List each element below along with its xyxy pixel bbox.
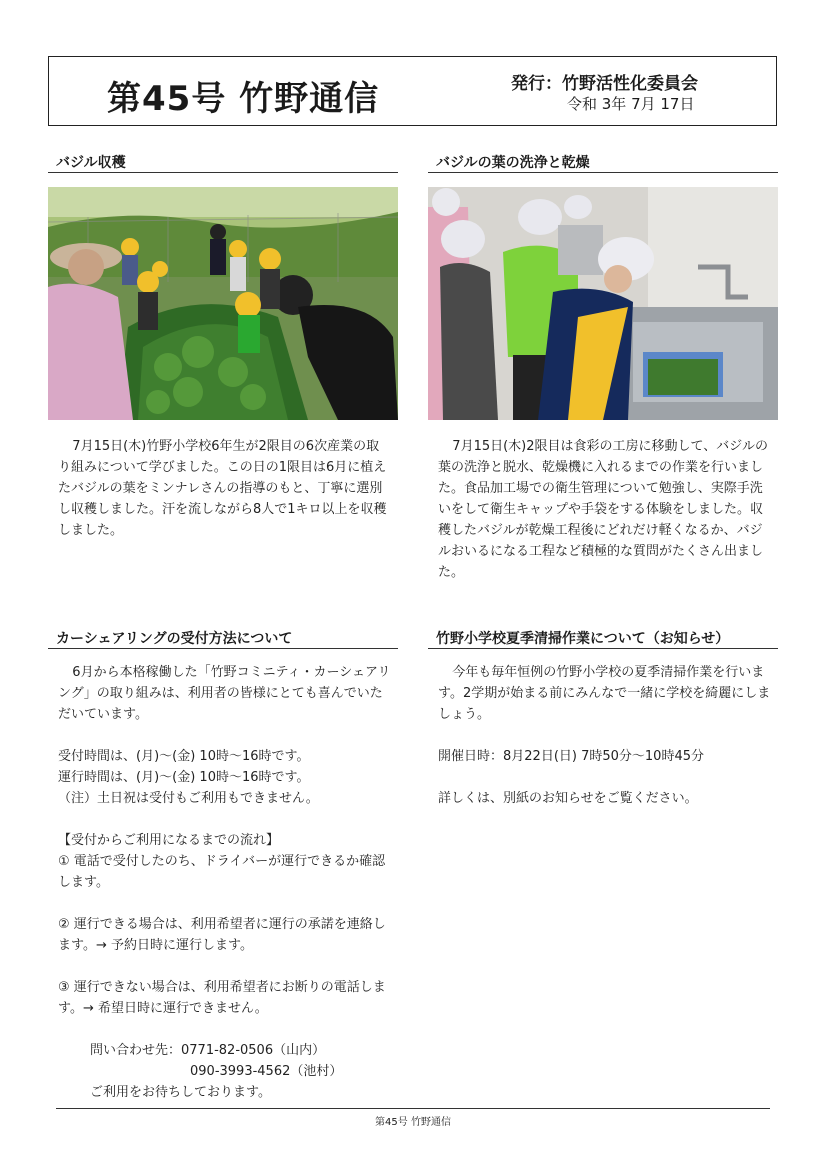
cleaning-body: [438, 662, 774, 809]
cleaning-heading: 竹野小学校夏季清掃作業について（お知らせ）: [428, 628, 778, 649]
publisher: 発行：竹野活性化委員会: [511, 74, 698, 94]
cleaning-intro: 今年も毎年恒例の竹野小学校の夏季清掃作業を行います。2学期が始まる前にみんなで一緒に学校を綺麗にしましょう。: [438, 665, 771, 722]
basil-wash-photo: [428, 187, 778, 420]
carshare-intro: 6月から本格稼働した「竹野コミニティ・カーシェアリング」の取り組みは、利用者の皆様にとても喜んでいただいています。: [58, 665, 391, 722]
publish-date: 令和 3年 7月 17日: [567, 95, 695, 113]
carshare-contact-tel2: 090-3993-4562（池村）: [190, 1064, 343, 1079]
basil-harvest-photo: [48, 187, 398, 420]
footer-divider: [56, 1108, 770, 1109]
basil-harvest-text: 7月15日(木)竹野小学校6年生が2限目の6次産業の取り組みについて学びました。この日の1限目は6月に植えたバジルの葉をミンナレさんの指導のもと、丁寧に選別し収穫しました。汗を流しながら8人で1キロ以上を収穫しました。: [58, 439, 387, 538]
cleaning-datetime: 開催日時：8月22日(日) 7時50分〜10時45分: [438, 749, 704, 764]
footer-text: 第45号 竹野通信: [375, 1117, 451, 1128]
carshare-operation-hours: 運行時間は、(月)〜(金) 10時〜16時です。: [58, 770, 310, 785]
cleaning-details: 詳しくは、別紙のお知らせをご覧ください。: [438, 791, 698, 806]
carshare-note: （注）土日祝は受付もご利用もできません。: [58, 791, 319, 806]
carshare-step-1: ① 電話で受付したのち、ドライバーが運行できるか確認します。: [58, 854, 386, 890]
carshare-flow-title: 【受付からご利用になるまでの流れ】: [58, 833, 280, 848]
carshare-body: [58, 662, 394, 1103]
basil-wash-body: [438, 436, 772, 583]
carshare-contact: 問い合わせ先：0771-82-0506（山内）: [90, 1043, 326, 1058]
basil-wash-heading: バジルの葉の洗浄と乾燥: [428, 152, 778, 173]
carshare-heading: カーシェアリングの受付方法について: [48, 628, 398, 649]
carshare-reception-hours: 受付時間は、(月)〜(金) 10時〜16時です。: [58, 749, 310, 764]
carshare-closing: ご利用をお待ちしております。: [90, 1085, 271, 1100]
basil-harvest-body: [58, 436, 392, 541]
newsletter-title: 第45号 竹野通信: [107, 79, 380, 119]
carshare-step-2: ② 運行できる場合は、利用希望者に運行の承諾を連絡します。→ 予約日時に運行します。: [58, 917, 386, 953]
masthead: [48, 56, 777, 126]
carshare-step-3: ③ 運行できない場合は、利用希望者にお断りの電話します。→ 希望日時に運行できません。: [58, 980, 386, 1016]
basil-harvest-heading: バジル収穫: [48, 152, 398, 173]
basil-wash-text: 7月15日(木)2限目は食彩の工房に移動して、バジルの葉の洗浄と脱水、乾燥機に入れるまでの作業を行いました。食品加工場での衛生管理について勉強し、実際手洗いをして衛生キャップや手袋をする体験をしました。収穫したバジルが乾燥工程後にどれだけ軽くなるか、バジルおいるになる工程など積極的な質問がたくさん出ました。: [438, 439, 768, 580]
